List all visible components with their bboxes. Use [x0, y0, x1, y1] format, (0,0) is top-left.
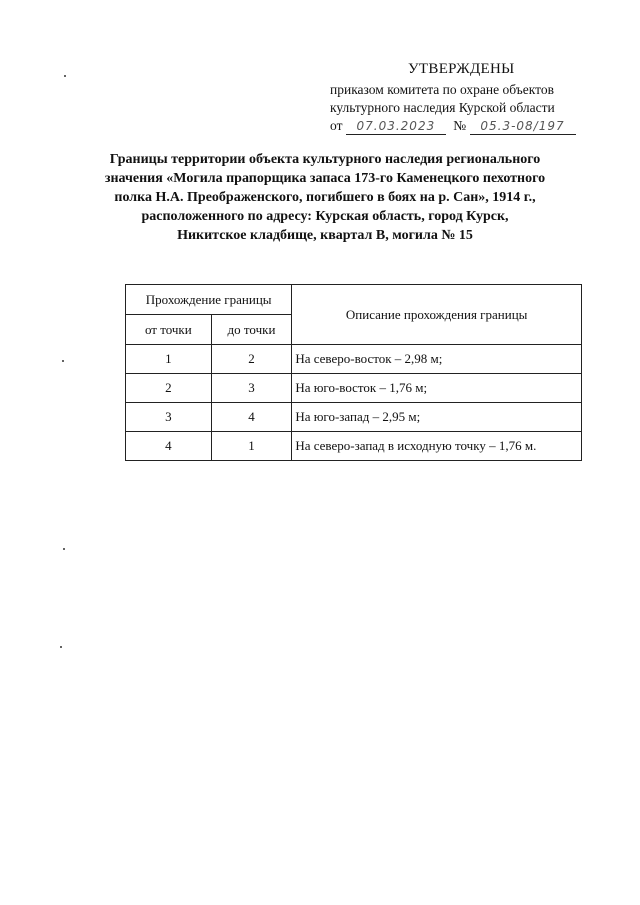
scan-speck — [60, 646, 62, 648]
from-point-cell: 3 — [126, 403, 212, 432]
description-cell: На северо-восток – 2,98 м; — [292, 345, 582, 374]
description-cell: На северо-запад в исходную точку – 1,76 м. — [292, 432, 582, 461]
heading-line: расположенного по адресу: Курская область, город Курск, — [141, 209, 509, 224]
from-point-cell: 2 — [126, 374, 212, 403]
to-point-cell: 4 — [211, 403, 292, 432]
approval-line-1: приказом комитета по охране объектов — [330, 82, 554, 97]
table-row — [126, 432, 582, 461]
table-row — [126, 374, 582, 403]
header-to-point: до точки — [211, 315, 292, 345]
to-point-cell: 3 — [211, 374, 292, 403]
header-from-point: от точки — [126, 315, 212, 345]
approval-date: 07.03.2023 — [346, 118, 446, 135]
approval-from-label: от — [330, 118, 343, 133]
to-point-cell: 2 — [211, 345, 292, 374]
to-point-cell: 1 — [211, 432, 292, 461]
approval-date-number-line — [330, 116, 576, 135]
heading-line: значения «Могила прапорщика запаса 173-го Каменецкого пехотного — [104, 171, 546, 186]
approval-line-2: культурного наследия Курской области — [330, 100, 555, 115]
heading-line: Границы территории объекта культурного наследия регионального — [109, 152, 541, 167]
description-cell: На юго-восток – 1,76 м; — [292, 374, 582, 403]
from-point-cell: 4 — [126, 432, 212, 461]
approval-number-label: № — [453, 118, 467, 133]
scan-speck — [62, 360, 64, 362]
scan-speck — [63, 548, 65, 550]
from-point-cell: 1 — [126, 345, 212, 374]
description-cell: На юго-запад – 2,95 м; — [292, 403, 582, 432]
heading-line: полка Н.А. Преображенского, погибшего в боях на р. Сан», 1914 г., — [114, 190, 536, 205]
document-heading — [70, 150, 580, 245]
table-row — [126, 345, 582, 374]
table-row — [126, 403, 582, 432]
heading-line: Никитское кладбище, квартал В, могила № 15 — [177, 228, 473, 243]
approval-number: 05.3-08/197 — [470, 118, 576, 135]
header-description: Описание прохождения границы — [292, 285, 582, 345]
scan-speck — [64, 75, 66, 77]
header-passage: Прохождение границы — [126, 285, 292, 315]
boundary-table — [125, 284, 582, 461]
approval-title: УТВЕРЖДЕНЫ — [408, 61, 515, 77]
